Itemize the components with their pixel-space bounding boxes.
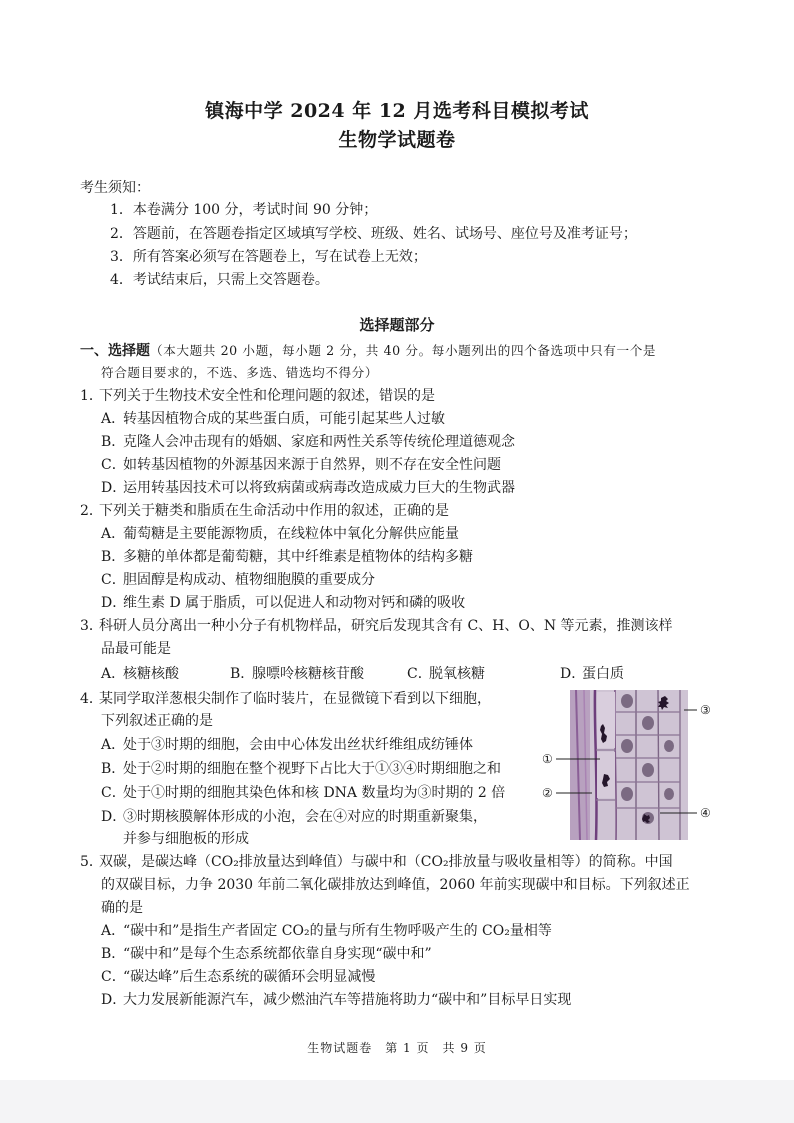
option-c: C．如转基因植物的外源基因来源于自然界，则不存在安全性问题 bbox=[101, 457, 501, 473]
option-a: A．“碳中和”是指生产者固定 CO₂的量与所有生物呼吸产生的 CO₂量相等 bbox=[101, 923, 552, 939]
question-stem-cont: 品最可能是 bbox=[101, 641, 171, 657]
part-label: 一、选择题 bbox=[80, 343, 150, 359]
page-bottom-margin bbox=[0, 1080, 794, 1123]
question-stem: 某同学取洋葱根尖制作了临时装片，在显微镜下看到以下细胞， bbox=[99, 691, 491, 707]
option-d-cont: 并参与细胞板的形成 bbox=[123, 831, 249, 847]
question-number: 2． bbox=[80, 503, 103, 519]
page-footer: 生物试题卷 第 1 页 共 9 页 bbox=[307, 1041, 487, 1055]
notice-item: 2．答题前，在答题卷指定区域填写学校、班级、姓名、试场号、座位号及准考证号； bbox=[110, 226, 637, 242]
option-b: B．腺嘌呤核糖核苷酸 bbox=[230, 666, 364, 682]
exam-title: 镇海中学 2024 年 12 月选考科目模拟考试 bbox=[205, 100, 589, 122]
option-b: B．处于②时期的细胞在整个视野下占比大于①③④时期细胞之和 bbox=[101, 761, 501, 777]
question-stem-cont: 确的是 bbox=[101, 900, 143, 916]
option-d: D．维生素 D 属于脂质，可以促进人和动物对钙和磷的吸收 bbox=[101, 595, 466, 611]
option-d: D．大力发展新能源汽车，减少燃油汽车等措施将助力“碳中和”目标早日实现 bbox=[101, 992, 572, 1008]
question-stem-cont: 下列叙述正确的是 bbox=[101, 713, 213, 729]
question-number: 1． bbox=[80, 388, 103, 404]
option-c: C．胆固醇是构成动、植物细胞膜的重要成分 bbox=[101, 572, 375, 588]
option-a: A．转基因植物合成的某些蛋白质，可能引起某些人过敏 bbox=[101, 411, 445, 427]
figure-label-2: ② bbox=[542, 786, 553, 800]
question-number: 4． bbox=[80, 691, 103, 707]
figure-label-1: ① bbox=[542, 752, 553, 766]
section-title: 选择题部分 bbox=[359, 316, 435, 334]
option-c: C．处于①时期的细胞其染色体和核 DNA 数量均为③时期的 2 倍 bbox=[101, 785, 506, 801]
notice-heading: 考生须知： bbox=[80, 180, 150, 196]
option-d: D．运用转基因技术可以将致病菌或病毒改造成威力巨大的生物武器 bbox=[101, 480, 515, 496]
question-stem: 下列关于糖类和脂质在生命活动中作用的叙述，正确的是 bbox=[99, 503, 449, 519]
option-b: B．“碳中和”是每个生态系统都依靠自身实现“碳中和” bbox=[101, 946, 432, 962]
option-c: C．“碳达峰”后生态系统的碳循环会明显减慢 bbox=[101, 969, 376, 985]
figure-label-4: ④ bbox=[700, 806, 711, 820]
notice-item: 1．本卷满分 100 分，考试时间 90 分钟； bbox=[110, 202, 378, 218]
option-c: C．脱氧核糖 bbox=[407, 666, 485, 682]
option-b: B．克隆人会冲击现有的婚姻、家庭和两性关系等传统伦理道德观念 bbox=[101, 434, 515, 450]
option-a: A．核糖核酸 bbox=[101, 666, 179, 682]
notice-item: 3．所有答案必须写在答题卷上，写在试卷上无效； bbox=[110, 249, 427, 265]
option-a: A．葡萄糖是主要能源物质，在线粒体中氧化分解供应能量 bbox=[101, 526, 459, 542]
option-a: A．处于③时期的细胞，会由中心体发出丝状纤维组成纺锤体 bbox=[101, 737, 473, 753]
question-stem-cont: 的双碳目标，力争 2030 年前二氧化碳排放达到峰值，2060 年前实现碳中和目标。下列叙述正 bbox=[101, 877, 690, 893]
question-number: 3． bbox=[80, 618, 103, 634]
question-number: 5． bbox=[80, 854, 103, 870]
question-stem: 科研人员分离出一种小分子有机物样品，研究后发现其含有 C、H、O、N 等元素，推测该样 bbox=[99, 618, 673, 634]
exam-subtitle: 生物学试题卷 bbox=[338, 129, 456, 151]
option-d: D．③时期核膜解体形成的小泡，会在④对应的时期重新聚集， bbox=[101, 809, 487, 825]
question-stem: 双碳，是碳达峰（CO₂排放量达到峰值）与碳中和（CO₂排放量与吸收量相等）的简称。中国 bbox=[99, 854, 673, 870]
option-b: B．多糖的单体都是葡萄糖，其中纤维素是植物体的结构多糖 bbox=[101, 549, 473, 565]
part-note: （本大题共 20 小题，每小题 2 分，共 40 分。每小题列出的四个备选项中只有一个是 bbox=[150, 343, 657, 358]
question-stem: 下列关于生物技术安全性和伦理问题的叙述，错误的是 bbox=[99, 388, 435, 404]
notice-item: 4．考试结束后，只需上交答题卷。 bbox=[110, 272, 329, 288]
part-note-cont: 符合题目要求的，不选、多选、错选均不得分） bbox=[101, 365, 379, 380]
figure-label-3: ③ bbox=[700, 703, 711, 717]
option-d: D．蛋白质 bbox=[560, 666, 624, 682]
